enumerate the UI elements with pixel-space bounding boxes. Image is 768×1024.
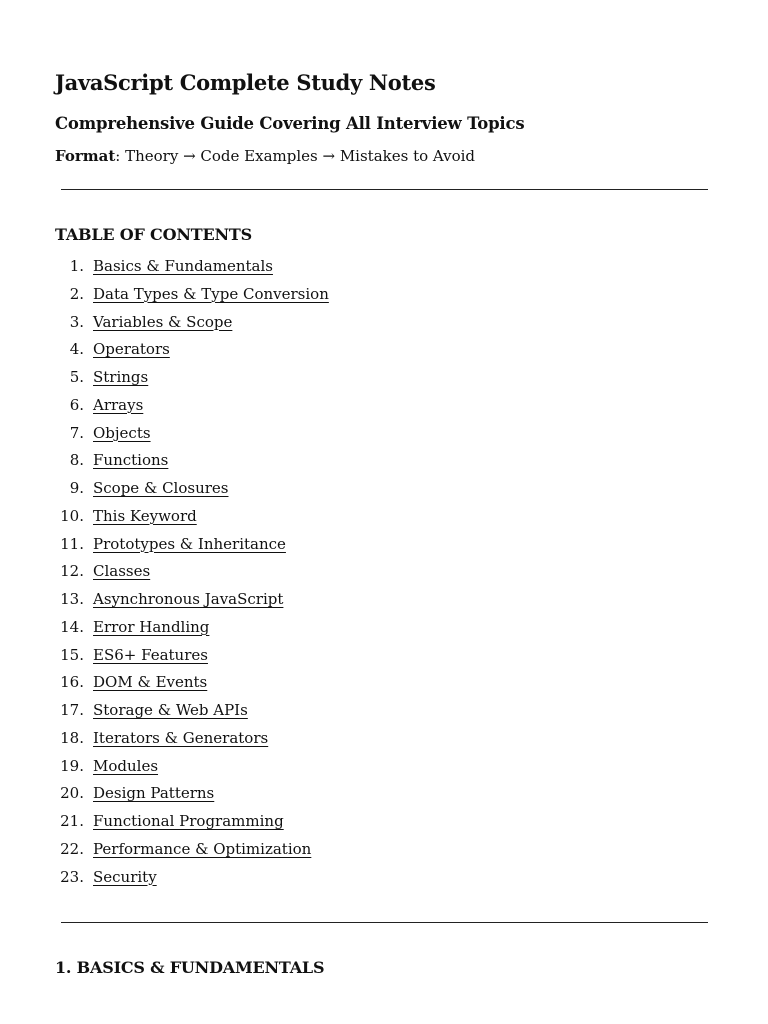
toc-item	[0, 810, 768, 838]
toc-link[interactable]: Asynchronous JavaScript	[93, 590, 284, 608]
toc-item	[0, 338, 768, 366]
toc-item-number: 19.	[60, 756, 84, 775]
toc-item-number: 14.	[60, 617, 84, 636]
toc-link[interactable]: Arrays	[93, 395, 144, 414]
toc-link[interactable]: ES6+ Features	[93, 645, 208, 664]
toc-item-number: 1.	[69, 257, 84, 275]
toc-link[interactable]: Modules	[93, 756, 159, 775]
format-text: : Theory → Code Examples → Mistakes to Avoid	[115, 147, 476, 165]
toc-item	[0, 533, 768, 561]
toc-link[interactable]: Storage & Web APIs	[93, 701, 248, 719]
toc-item	[0, 255, 768, 283]
toc-item	[0, 449, 768, 477]
toc-link[interactable]: Basics & Fundamentals	[93, 257, 273, 275]
section-heading: 1. BASICS & FUNDAMENTALS	[55, 958, 325, 977]
toc-item-number: 15.	[60, 645, 84, 664]
toc-link[interactable]: Objects	[93, 423, 151, 442]
toc-link[interactable]: Scope & Closures	[93, 479, 229, 497]
format-label: Format	[55, 147, 116, 165]
toc-link[interactable]: Prototypes & Inheritance	[93, 534, 286, 553]
toc-item-number: 16.	[60, 673, 84, 692]
toc-item	[0, 671, 768, 699]
table-of-contents	[0, 255, 768, 893]
toc-item-number: 3.	[69, 312, 84, 331]
toc-item	[0, 477, 768, 505]
toc-item	[0, 311, 768, 339]
page-title: JavaScript Complete Study Notes	[55, 70, 436, 95]
toc-item-number: 11.	[60, 534, 84, 553]
toc-item	[0, 283, 768, 311]
toc-link[interactable]: DOM & Events	[93, 673, 208, 692]
toc-item	[0, 422, 768, 450]
toc-link[interactable]: Variables & Scope	[93, 312, 233, 331]
toc-item	[0, 394, 768, 422]
toc-item	[0, 782, 768, 810]
toc-item-number: 9.	[69, 479, 84, 497]
toc-link[interactable]: Performance & Optimization	[93, 839, 312, 858]
toc-item	[0, 727, 768, 755]
toc-link[interactable]: Classes	[93, 562, 151, 581]
format-line	[55, 147, 475, 165]
toc-item-number: 6.	[69, 395, 84, 414]
toc-item-number: 20.	[60, 784, 84, 803]
toc-link[interactable]: Data Types & Type Conversion	[93, 284, 329, 303]
horizontal-divider	[61, 189, 708, 190]
toc-item	[0, 644, 768, 672]
toc-link[interactable]: Strings	[93, 368, 149, 386]
toc-item-number: 18.	[60, 728, 84, 747]
toc-item-number: 7.	[69, 423, 84, 442]
toc-item-number: 10.	[60, 506, 84, 525]
toc-item-number: 8.	[69, 451, 84, 470]
toc-item	[0, 838, 768, 866]
toc-item-number: 4.	[69, 340, 84, 359]
toc-item	[0, 505, 768, 533]
toc-link[interactable]: Functions	[93, 451, 169, 470]
toc-item-number: 23.	[60, 867, 84, 886]
toc-item	[0, 588, 768, 616]
toc-item-number: 17.	[60, 701, 84, 719]
toc-link[interactable]: Functional Programming	[93, 812, 284, 830]
toc-item	[0, 560, 768, 588]
toc-link[interactable]: Security	[93, 867, 157, 886]
toc-item-number: 21.	[60, 812, 84, 830]
toc-link[interactable]: Iterators & Generators	[93, 728, 269, 747]
toc-item	[0, 616, 768, 644]
toc-link[interactable]: Operators	[93, 340, 170, 359]
toc-link[interactable]: Error Handling	[93, 617, 210, 636]
toc-item-number: 2.	[69, 284, 84, 303]
toc-item	[0, 699, 768, 727]
toc-item-number: 13.	[60, 590, 84, 608]
toc-item-number: 22.	[60, 839, 84, 858]
toc-link[interactable]: Design Patterns	[93, 784, 215, 803]
toc-item-number: 12.	[60, 562, 84, 581]
toc-link[interactable]: This Keyword	[93, 506, 197, 525]
page-subtitle: Comprehensive Guide Covering All Interview Topics	[55, 114, 525, 133]
toc-item	[0, 366, 768, 394]
toc-heading: TABLE OF CONTENTS	[55, 225, 252, 244]
toc-item-number: 5.	[69, 368, 84, 386]
toc-item	[0, 866, 768, 894]
horizontal-divider	[61, 922, 708, 923]
toc-item	[0, 755, 768, 783]
